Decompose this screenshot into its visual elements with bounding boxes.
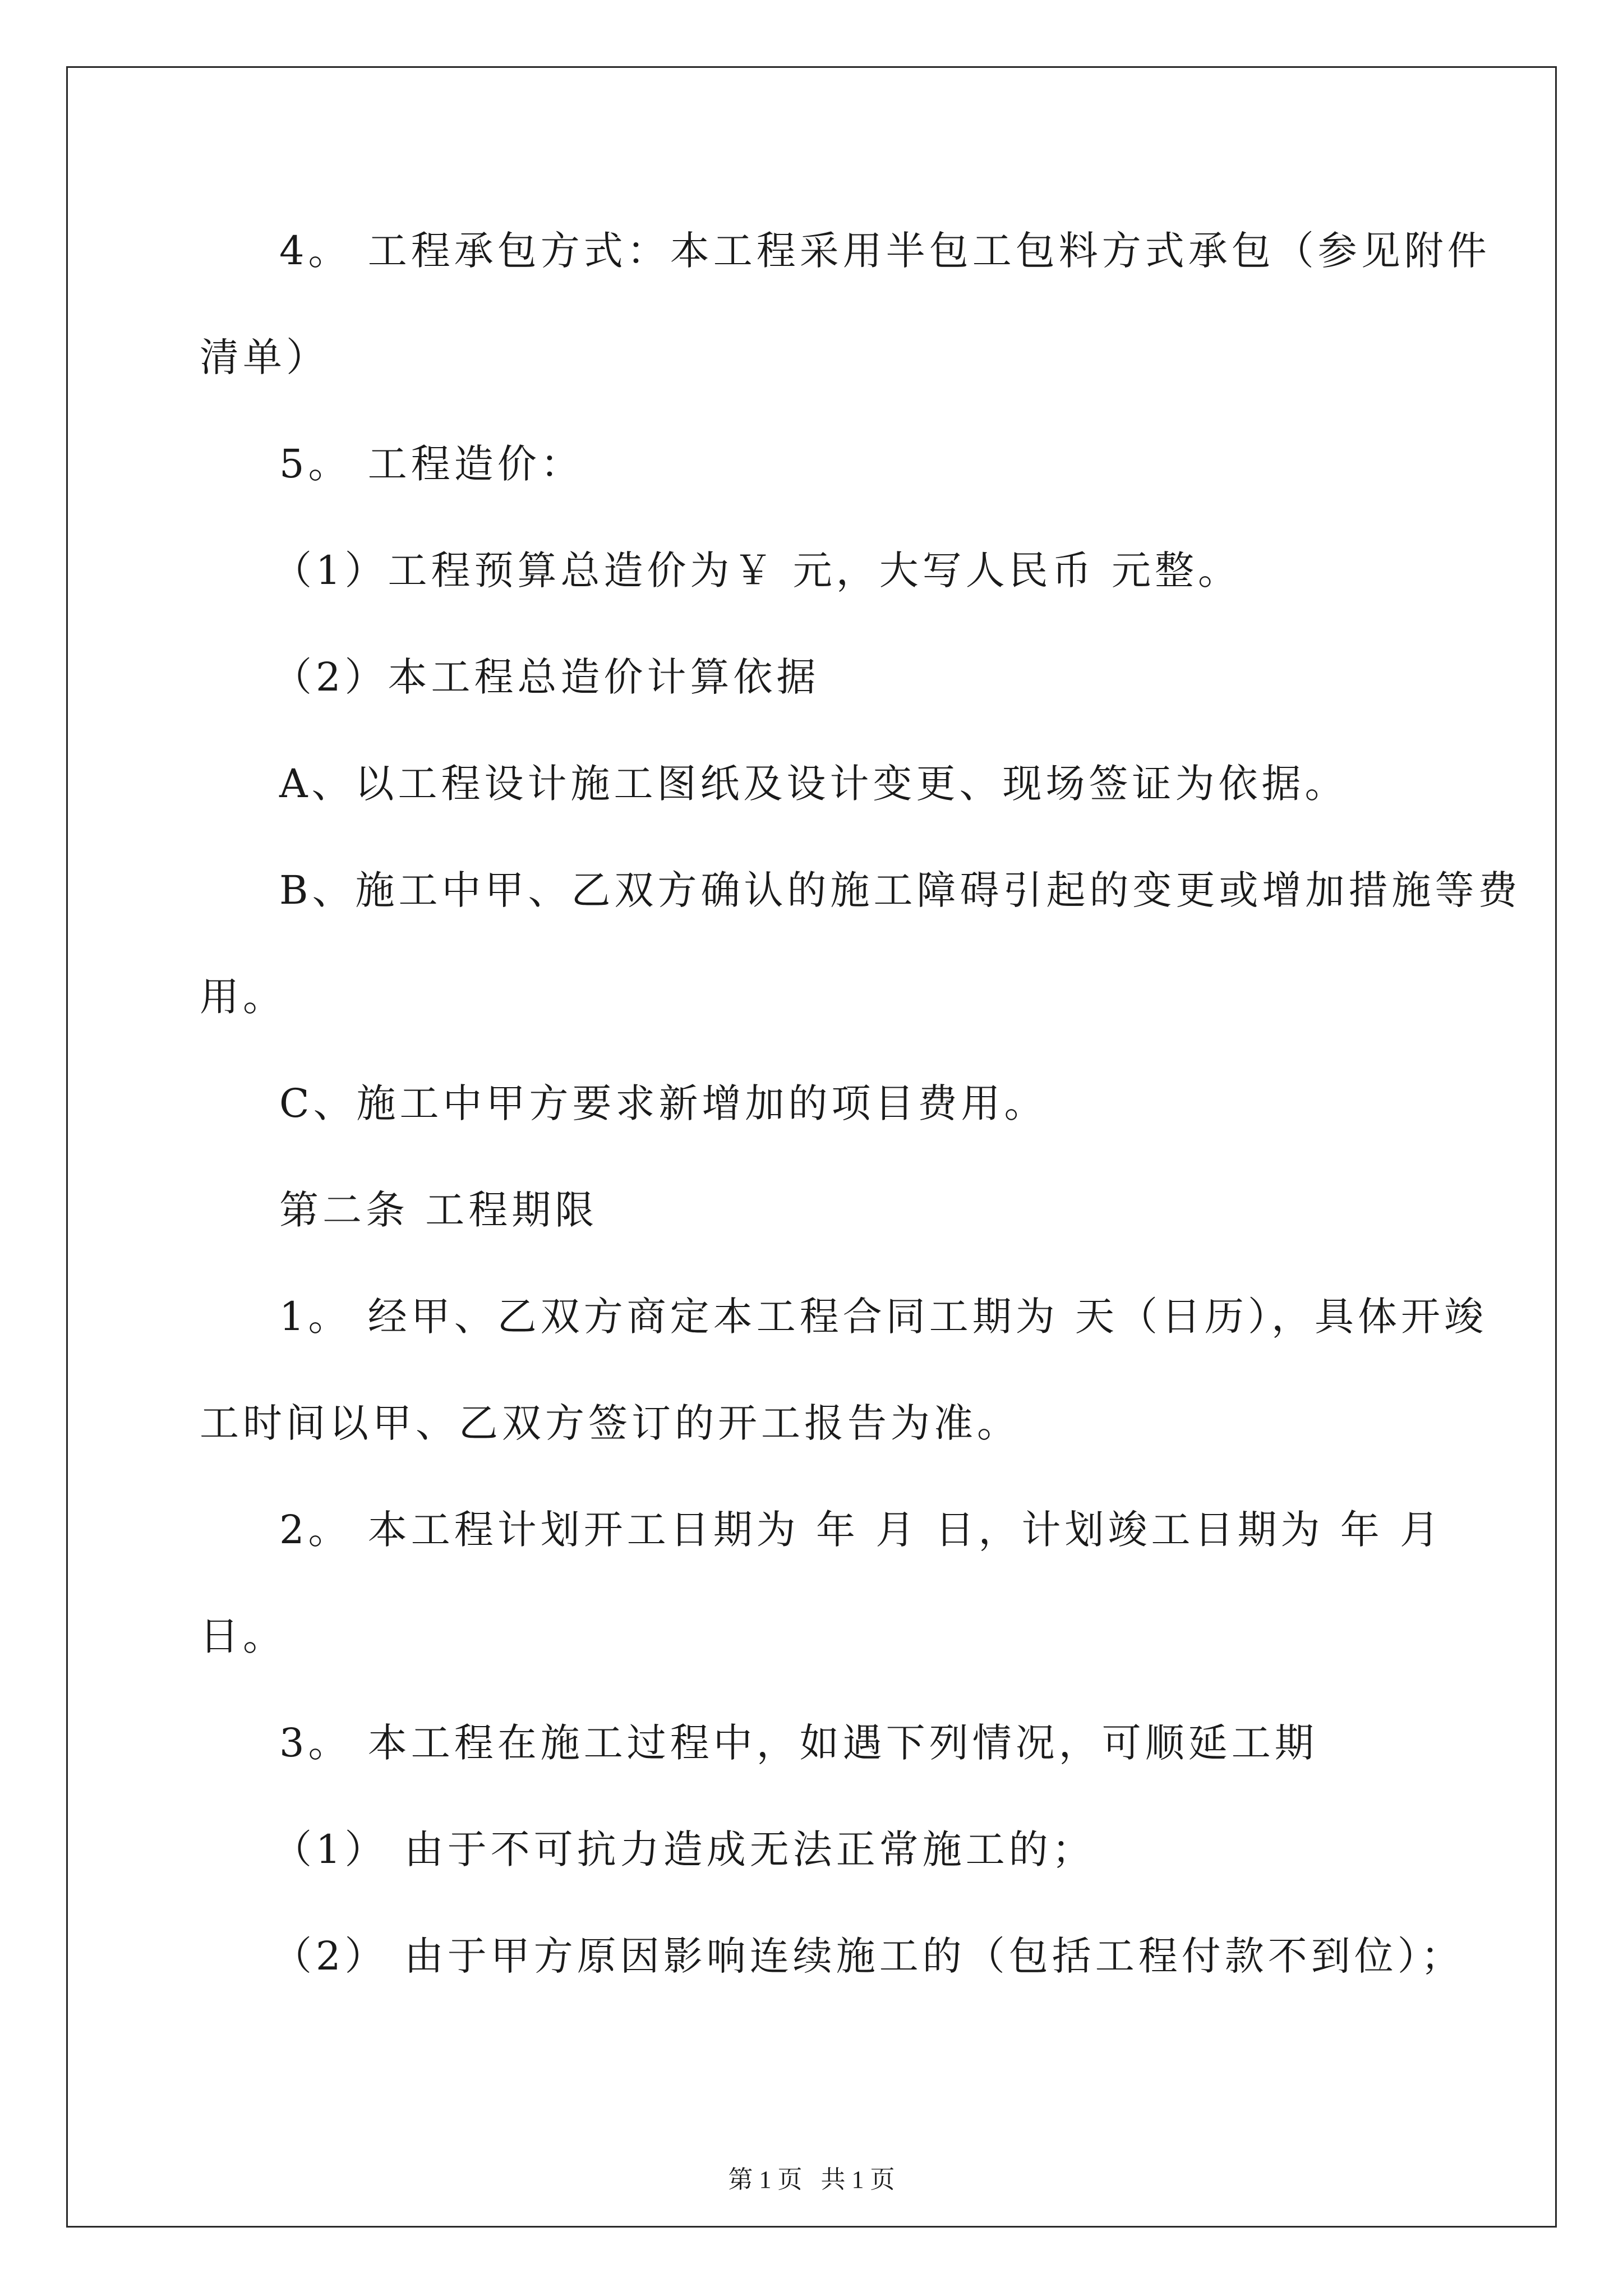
page-border [66,66,1557,2228]
paragraph-line: （2）本工程总造价计算依据 [273,654,820,700]
paragraph-line: C、施工中甲方要求新增加的项目费用。 [279,1080,1048,1126]
paragraph-line: 4。 工程承包方式：本工程采用半包工包料方式承包（参见附件 [279,228,1491,274]
paragraph-line: 1。 经甲、乙双方商定本工程合同工期为 天（日历），具体开竣 [279,1294,1488,1340]
paragraph-line: 工时间以甲、乙双方签订的开工报告为准。 [200,1400,1020,1446]
paragraph-line: 日。 [200,1613,286,1659]
paragraph-line: B、施工中甲、乙双方确认的施工障碍引起的变更或增加措施等费 [279,867,1521,913]
section-heading: 第二条 工程期限 [279,1187,598,1233]
paragraph-line: （1）工程预算总造价为￥ 元，大写人民币 元整。 [273,547,1242,593]
paragraph-line: （2） 由于甲方原因影响连续施工的（包括工程付款不到位）； [273,1933,1464,1979]
paragraph-line: （1） 由于不可抗力造成无法正常施工的； [273,1826,1095,1872]
paragraph-line: 5。 工程造价： [279,441,584,487]
paragraph-line: 2。 本工程计划开工日期为 年 月 日，计划竣工日期为 年 月 [279,1507,1444,1553]
paragraph-line: 清单） [200,334,329,380]
page-number: 第 1 页 共 1 页 [728,2166,895,2193]
paragraph-line: 3。 本工程在施工过程中，如遇下列情况，可顺延工期 [279,1720,1318,1766]
paragraph-line: 用。 [200,974,286,1020]
paragraph-line: A、以工程设计施工图纸及设计变更、现场签证为依据。 [279,761,1348,807]
